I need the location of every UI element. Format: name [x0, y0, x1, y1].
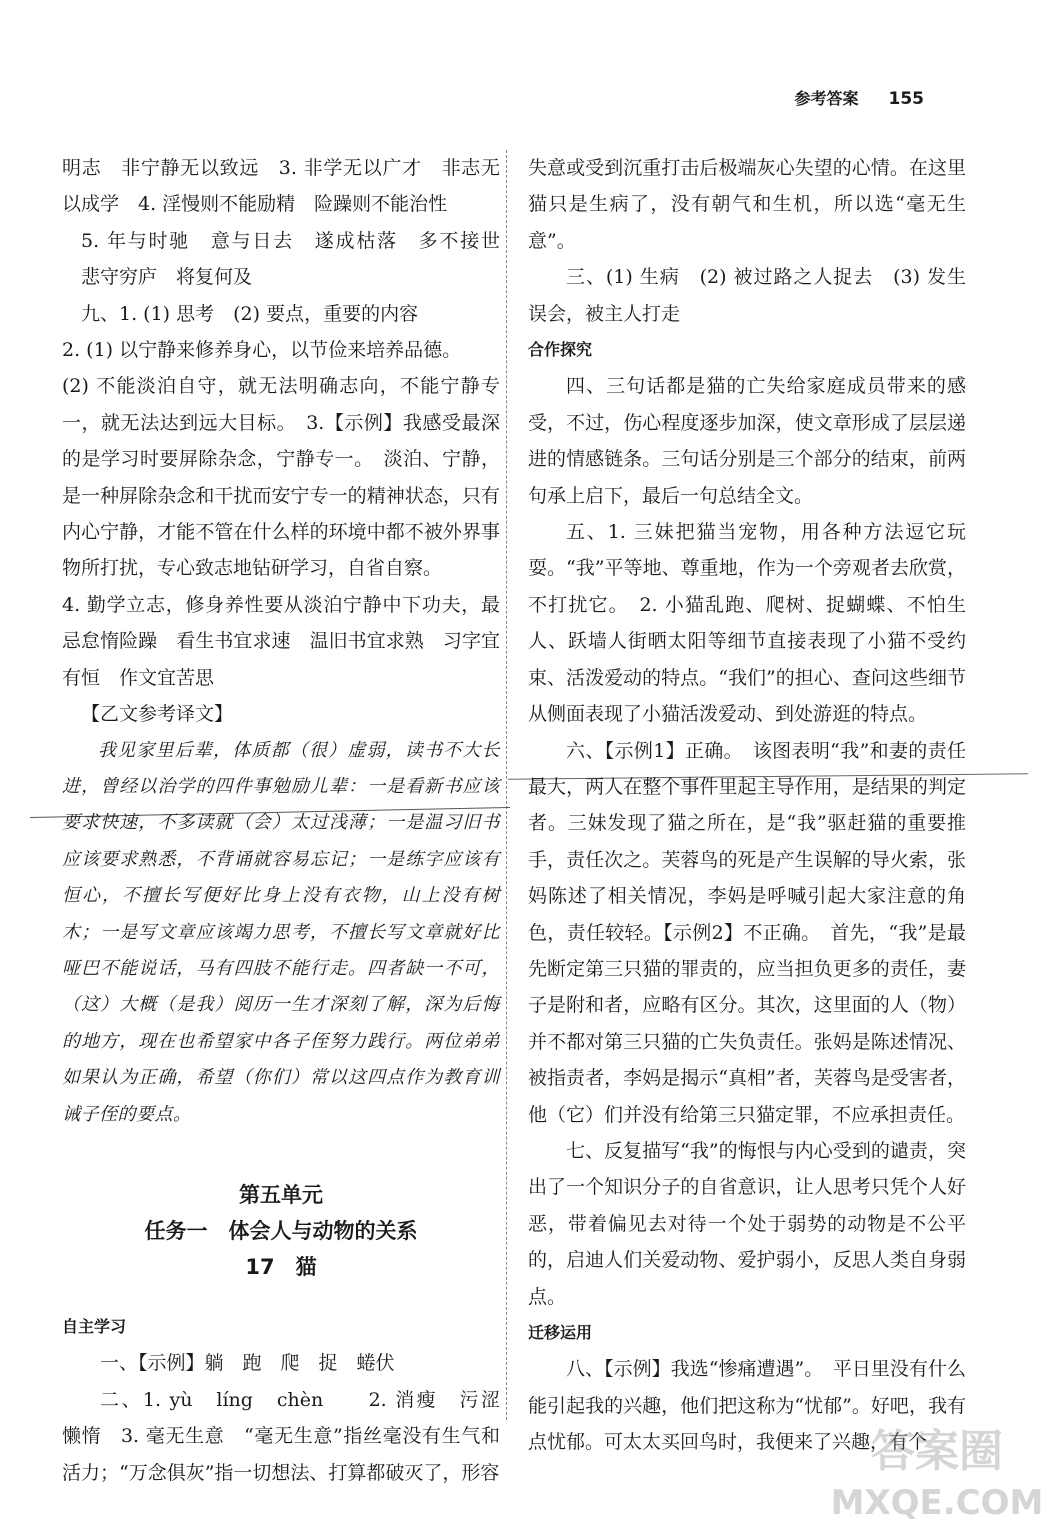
watermark-line1: 答案圈	[871, 1426, 1003, 1477]
right-column	[528, 150, 966, 1461]
header-title: 参考答案	[794, 89, 859, 108]
answer-paragraph: 5. 年与时驰 意与日去 遂成枯落 多不接世 悲守穷庐 将复何及	[81, 229, 520, 289]
unit-title: 第五单元	[239, 1182, 323, 1207]
section-heading: 迁移运用	[528, 1323, 593, 1342]
answer-paragraph: 三、(1) 生病 (2) 被过路之人捉去 (3) 发生误会，被主人打走	[528, 266, 966, 325]
answer-paragraph: 九、1. (1) 思考 (2) 要点，重要的内容	[81, 302, 419, 325]
answer-paragraph: 六、【示例1】正确。 该图表明“我”和妻的责任最大，两人在整个事件里起主导作用，是结果的判定者。三妹发现了猫之所在，是“我”驱赶猫的重要推手，责任次之。芙蓉鸟的死是产生误解的导火索，张妈陈述了相关情况，李妈是呼喊引起大家注意的角色，责任较轻。【示例2】不正确。 首先，“我”是最先断定第三只猫的罪责的，应当担负更多的责任，妻子是附和者，应略有区分。其次，这里面的人（物）并不都对第三只猫的亡失负责任。张妈是陈述情况、被指责者，李妈是揭示“真相”者，芙蓉鸟是受害者，他（它）们并没有给第三只猫定罪，不应承担责任。	[528, 739, 966, 1126]
page-number: 155	[888, 89, 924, 109]
answer-paragraph: 明志 非宁静无以致远 3. 非学无以广才 非志无以成学 4. 淫慢则不能励精 险躁则不能治性	[62, 157, 500, 216]
column-divider	[506, 150, 507, 1420]
page-header	[794, 86, 924, 109]
answer-paragraph: 失意或受到沉重打击后极端灰心失望的心情。在这里猫只是生病了，没有朝气和生机，所以选“毫无生意”。	[528, 157, 966, 252]
answer-paragraph: 八、【示例】我选“惨痛遭遇”。 平日里没有什么能引起我的兴趣，他们把这称为“忧郁”。好吧，我有点忧郁。可太太买回鸟时，我便来了兴趣，有个	[528, 1358, 966, 1454]
translation-heading: 【乙文参考译文】	[81, 703, 234, 726]
section-heading: 自主学习	[62, 1316, 127, 1336]
translation-text: 我见家里后辈，体质都（很）虚弱，读书不大长进，曾经以治学的四件事勉励儿辈：一是看新书应该要求快速，不多读就（会）太过浅薄；一是温习旧书应该要求熟悉，不背诵就容易忘记；一是练字应该有恒心，不擅长写便好比身上没有衣物，山上没有树木；一是写文章应该竭力思考，不擅长写文章就好比哑巴不能说话，马有四肢不能行走。四者缺一不可，（这）大概（是我）阅历一生才深刻了解，深为后悔的地方，现在也希望家中各子侄努力践行。两位弟弟如果认为正确，希望（你们）常以这四点作为教育训诫子侄的要点。	[62, 739, 500, 1125]
watermark-line2: MXQE.COM	[830, 1483, 1044, 1523]
section-heading: 合作探究	[528, 340, 593, 360]
answer-paragraph: 七、反复描写“我”的悔恨与内心受到的谴责，突出了一个知识分子的自省意识，让人思考只凭个人好恶，带着偏见去对待一个处于弱势的动物是不公平的，启迪人们关爱动物、爱护弱小，反思人类自身弱点。	[528, 1139, 966, 1308]
answer-paragraph: 五、1. 三妹把猫当宠物，用各种方法逗它玩耍。“我”平等地、尊重地，作为一个旁观者去欣赏，不打扰它。 2. 小猫乱跑、爬树、捉蝴蝶、不怕生人、跃墙人街晒太阳等细节直接表现了小猫不受约束、活泼爱动的特点。“我们”的担心、查问这些细节从侧面表现了小猫活泼爱动、到处游逛的特点。	[528, 521, 966, 726]
answer-paragraph: 二、1. yù líng chèn 2. 消瘦 污涩 懒惰 3. 毫无生意 “毫无生意”指丝毫没有生气和活力；“万念俱灰”指一切想法、打算都破灭了，形容	[62, 1388, 520, 1484]
left-column	[62, 150, 520, 1491]
watermark-logo	[830, 1408, 1044, 1528]
answer-paragraph: 四、三句话都是猫的亡失给家庭成员带来的感受，不过，伤心程度逐步加深，使文章形成了层层递进的情感链条。三句话分别是三个部分的结束，前两句承上启下，最后一句总结全文。	[528, 375, 966, 507]
task-title: 任务一 体会人与动物的关系	[144, 1218, 418, 1243]
answer-paragraph: 2. (1) 以宁静来修养身心，以节俭来培养品德。	[62, 339, 462, 362]
lesson-title: 17 猫	[245, 1254, 317, 1279]
answer-paragraph: (2) 不能淡泊自守，就无法明确志向，不能宁静专一，就无法达到远大目标。 3.【示例】我感受最深的是学习时要屏除杂念，宁静专一。 淡泊、宁静，是一种屏除杂念和干扰而安宁专一的精神状态，只有内心宁静，才能不管在什么样的环境中都不被外界事物所打扰，专心致志地钻研学习，自省自察。	[62, 375, 500, 580]
answer-paragraph: 一、【示例】躺 跑 爬 捉 蜷伏	[100, 1352, 395, 1375]
answer-paragraph: 4. 勤学立志，修身养性要从淡泊宁静中下功夫，最忌怠惰险躁 看生书宜求速 温旧书宜求熟 习字宜有恒 作文宜苦思	[62, 593, 500, 689]
